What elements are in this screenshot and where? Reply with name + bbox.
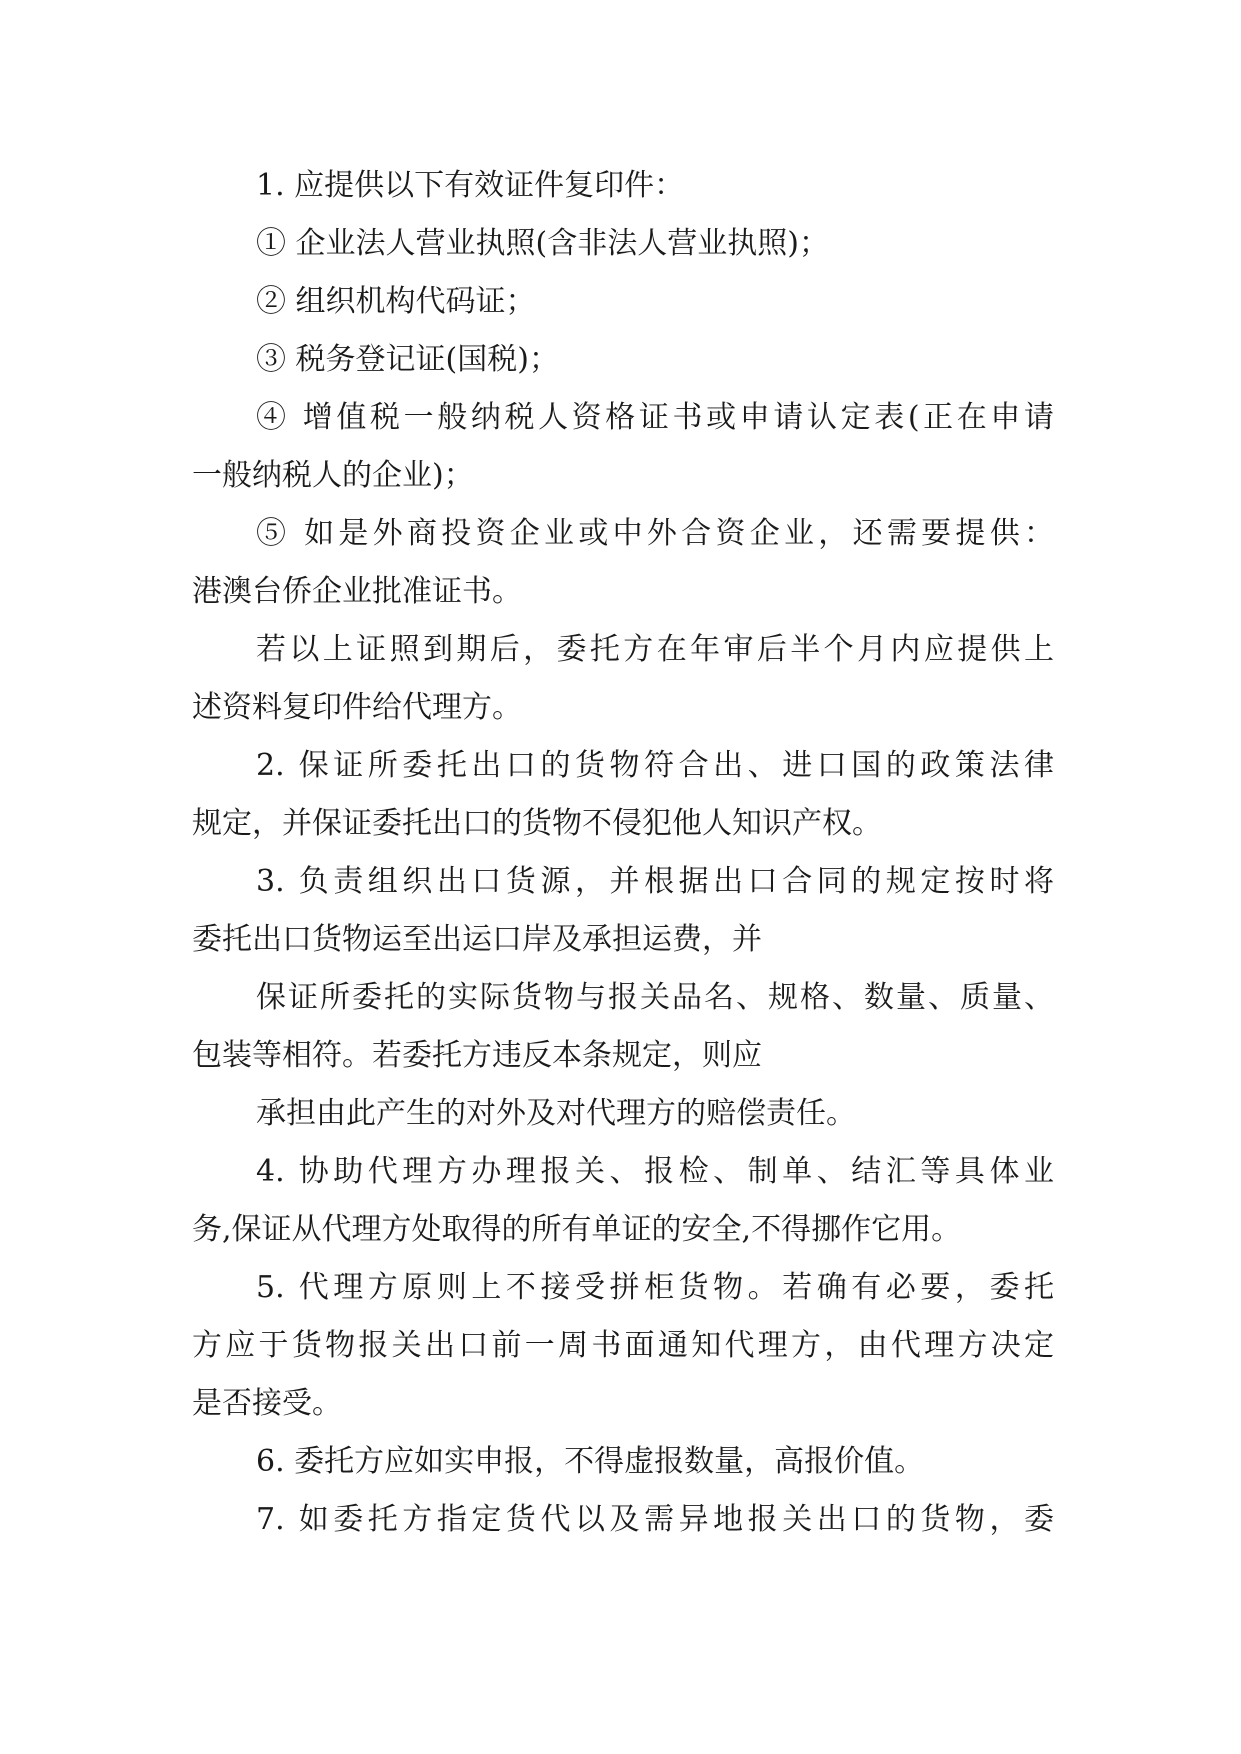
- text-line: 3. 负责组织出口货源，并根据出口合同的规定按时将: [256, 864, 1054, 899]
- text-line: ④ 增值税一般纳税人资格证书或申请认定表(正在申请: [256, 400, 1054, 435]
- text-line: 7. 如委托方指定货代以及需异地报关出口的货物，委: [256, 1502, 1054, 1537]
- text-line: 一般纳税人的企业)；: [192, 458, 474, 493]
- text-line: 6. 委托方应如实申报，不得虚报数量，高报价值。: [256, 1444, 925, 1479]
- text-line: 保证所委托的实际货物与报关品名、规格、数量、质量、: [256, 980, 1054, 1015]
- text-line: 方应于货物报关出口前一周书面通知代理方，由代理方决定: [192, 1328, 1054, 1363]
- text-line: ⑤ 如是外商投资企业或中外合资企业，还需要提供：: [256, 516, 1054, 551]
- text-line: 若以上证照到期后，委托方在年审后半个月内应提供上: [256, 632, 1054, 667]
- text-line: 述资料复印件给代理方。: [192, 690, 522, 725]
- text-line: ① 企业法人营业执照(含非法人营业执照)；: [256, 226, 829, 261]
- text-line: 4. 协助代理方办理报关、报检、制单、结汇等具体业: [256, 1154, 1054, 1189]
- text-line: 包装等相符。若委托方违反本条规定，则应: [192, 1038, 762, 1073]
- text-line: ② 组织机构代码证；: [256, 284, 536, 319]
- text-line: 务,保证从代理方处取得的所有单证的安全,不得挪作它用。: [192, 1212, 962, 1247]
- text-line: 承担由此产生的对外及对代理方的赔偿责任。: [256, 1096, 856, 1131]
- text-line: 委托出口货物运至出运口岸及承担运费，并: [192, 922, 762, 957]
- text-line: ③ 税务登记证(国税)；: [256, 342, 559, 377]
- text-line: 港澳台侨企业批准证书。: [192, 574, 522, 609]
- text-line: 5. 代理方原则上不接受拼柜货物。若确有必要，委托: [256, 1270, 1054, 1305]
- text-line: 2. 保证所委托出口的货物符合出、进口国的政策法律: [256, 748, 1054, 783]
- text-line: 是否接受。: [192, 1386, 342, 1421]
- text-line: 1. 应提供以下有效证件复印件：: [256, 168, 685, 203]
- text-line: 规定，并保证委托出口的货物不侵犯他人知识产权。: [192, 806, 882, 841]
